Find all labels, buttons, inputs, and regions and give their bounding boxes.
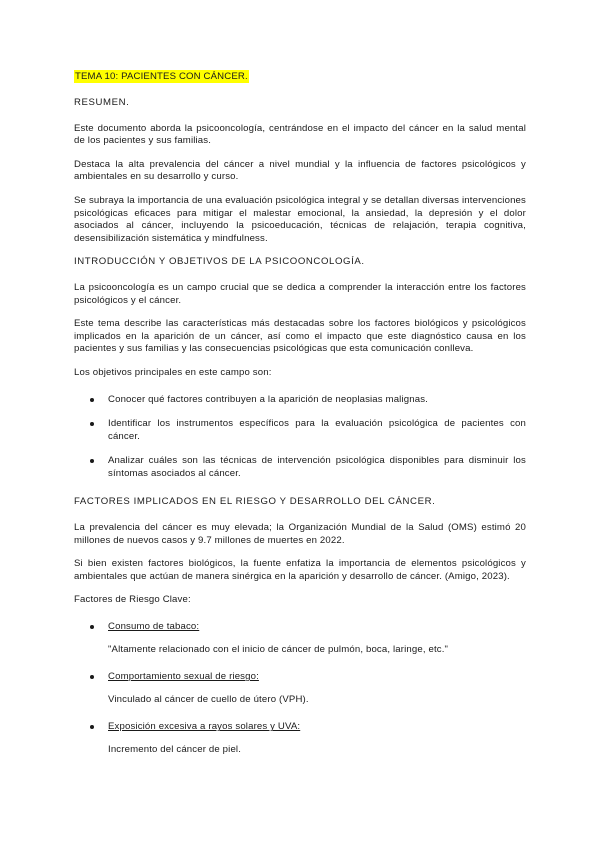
bullet-icon: [90, 398, 94, 402]
factores-heading: FACTORES IMPLICADOS EN EL RIESGO Y DESARROLLO DEL CÁNCER.: [74, 496, 436, 508]
risk-factor-item: [74, 721, 526, 756]
objectives-list: [74, 394, 526, 481]
resumen-section: [74, 97, 526, 245]
risk-factor-item: [74, 671, 526, 706]
objective-item: [74, 455, 526, 480]
risk-factor-label: Exposición excesiva a rayos solares y UVA:: [108, 721, 301, 733]
resumen-paragraph: Destaca la alta prevalencia del cáncer a nivel mundial y la influencia de factores psicológicos y ambientales en su desarrollo y curso.: [74, 158, 526, 183]
intro-paragraph: Este tema describe las características más destacadas sobre los factores biológicos y psicológicos implicados en la aparición de un cáncer, así como el impacto que este diagnóstico causa en los pacientes y sus familias y las consecuencias psicológicas que esta comunicación conlleva.: [74, 318, 526, 355]
bullet-icon: [90, 459, 94, 463]
objective-text: Identificar los instrumentos específicos para la evaluación psicológica de pacientes con cáncer.: [108, 418, 526, 442]
resumen-heading: RESUMEN.: [74, 97, 130, 108]
intro-heading: INTRODUCCIÓN Y OBJETIVOS DE LA PSICOONCOLOGÍA.: [74, 256, 365, 268]
risk-factor-label: Comportamiento sexual de riesgo:: [108, 671, 259, 683]
bullet-icon: [90, 625, 94, 629]
risk-factor-item: [74, 621, 526, 656]
intro-paragraph: Los objetivos principales en este campo son:: [74, 366, 272, 378]
factores-paragraph: Factores de Riesgo Clave:: [74, 594, 191, 606]
factores-paragraph: Si bien existen factores biológicos, la fuente enfatiza la importancia de elementos psicológicos y ambientales que actúan de manera sinérgica en la aparición y desarrollo de cáncer. (Amigo, 2023).: [74, 558, 526, 582]
objective-text: Conocer qué factores contribuyen a la aparición de neoplasias malignas.: [108, 393, 428, 405]
resumen-paragraph: Se subraya la importancia de una evaluación psicológica integral y se detallan diversas intervenciones psicológicas eficaces para mitigar el malestar emocional, la ansiedad, la depresión y el dolor asociados al cáncer, incluyendo la psicoeducación, técnicas de relajación, terapia cognitiva, desensibilización sistemática y mindfulness.: [74, 194, 526, 244]
intro-section: [74, 256, 526, 480]
bullet-icon: [90, 422, 94, 426]
intro-paragraph: La psicooncología es un campo crucial que se dedica a comprender la interacción entre los factores psicológicos y el cáncer.: [74, 281, 526, 306]
resumen-paragraph: Este documento aborda la psicooncología, centrándose en el impacto del cáncer en la salud mental de los pacientes y sus familias.: [74, 122, 526, 147]
risk-factor-detail: "Altamente relacionado con el inicio de cáncer de pulmón, boca, laringe, etc.": [108, 643, 449, 655]
bullet-icon: [90, 725, 94, 729]
document-title: TEMA 10: PACIENTES CON CÁNCER.: [75, 71, 248, 82]
risk-factor-detail: Vinculado al cáncer de cuello de útero (VPH).: [108, 693, 309, 705]
factores-paragraph: La prevalencia del cáncer es muy elevada; la Organización Mundial de la Salud (OMS) estimó 20 millones de nuevos casos y 9.7 millones de muertes en 2022.: [74, 522, 526, 546]
risk-factors-list: [74, 621, 526, 757]
risk-factor-detail: Incremento del cáncer de piel.: [108, 744, 242, 755]
objective-item: [74, 394, 526, 407]
risk-factor-label: Consumo de tabaco:: [108, 621, 200, 633]
bullet-icon: [90, 675, 94, 679]
objective-item: [74, 418, 526, 443]
factores-section: [74, 496, 526, 756]
objective-text: Analizar cuáles son las técnicas de intervención psicológica disponibles para disminuir los síntomas asociados al cáncer.: [108, 455, 526, 479]
